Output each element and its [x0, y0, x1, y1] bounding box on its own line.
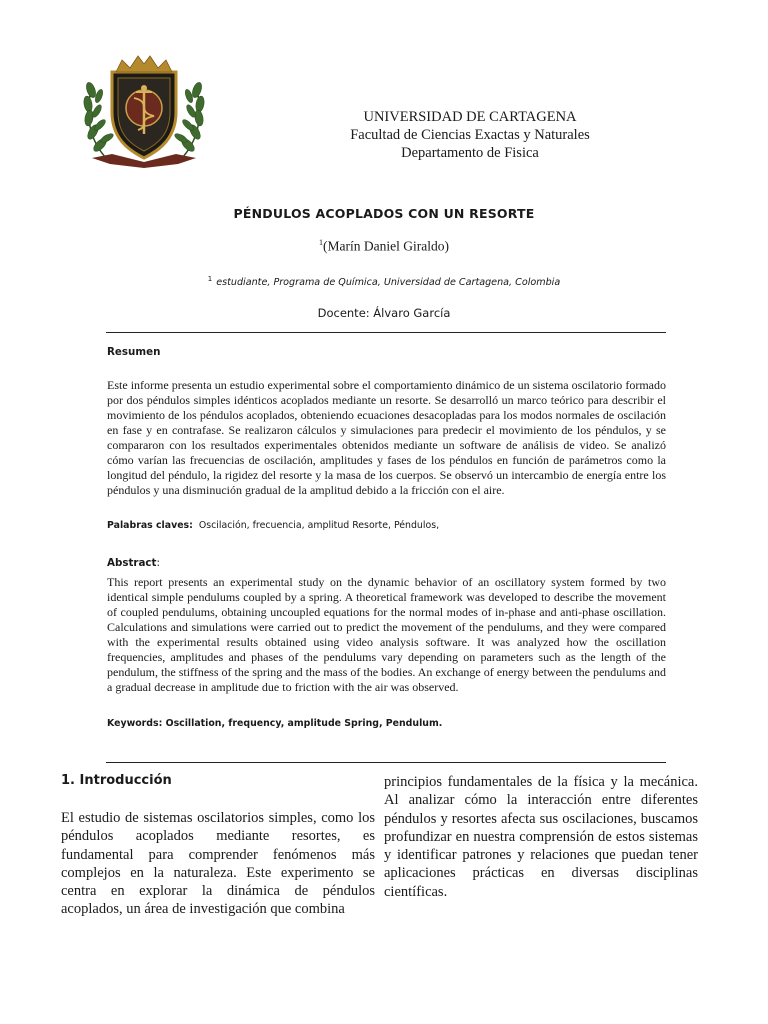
top-divider [106, 332, 666, 333]
faculty-name: Facultad de Ciencias Exactas y Naturales [350, 127, 590, 143]
abstract-heading-colon: : [156, 557, 160, 569]
affiliation-line [0, 275, 768, 288]
resumen-keywords [107, 520, 666, 531]
abstract-heading-label: Abstract [107, 557, 157, 569]
intro-column-left [61, 809, 375, 919]
intro-paragraph-right: principios fundamentales de la física y la mecánica. Al analizar cómo la interacción entre diferentes péndulos y resortes afecta sus oscilaciones, buscamos profundizar en nuestra comprensión de estos sistemas y identificar patrones y relaciones que puedan tener aplicaciones prácticas en diversas disciplinas científicas. [384, 774, 698, 900]
paper-title: PÉNDULOS ACOPLADOS CON UN RESORTE [233, 206, 535, 221]
affiliation-superscript: 1 [207, 275, 213, 283]
affiliation-text: estudiante, Programa de Química, Universidad de Cartagena, Colombia [216, 277, 561, 289]
abstract-keywords: Keywords: Oscillation, frequency, amplitude Spring, Pendulum. [107, 718, 443, 729]
author-superscript: 1 [319, 238, 324, 247]
author-name: (Marín Daniel Giraldo) [323, 238, 449, 254]
abstract-text: This report presents an experimental study on the dynamic behavior of an oscillatory system formed by two identical simple pendulums coupled by a spring. A theoretical framework was developed to describe the movement of coupled pendulums, obtaining uncoupled equations for the normal modes of in-phase and anti-phase oscillation. Calculations and simulations were carried out to predict the movement of the pendulums, and they were compared with the experimental results obtained using video analysis software. It was analyzed how the oscillation frequencies, amplitudes and phases of the pendulums vary depending on parameters such as the length of the pendulum, the stiffness of the spring and the mass of the bodies. An exchange of energy between the pendulums and a gradual decrease in amplitude due to friction with the air was observed. [107, 575, 666, 694]
intro-column-right [384, 773, 698, 901]
resumen-heading: Resumen [107, 346, 161, 358]
bottom-divider [106, 762, 666, 763]
keywords-values: Oscilación, frecuencia, amplitud Resorte, Péndulos, [198, 520, 440, 531]
department-name: Departamento de Fisica [401, 145, 539, 161]
university-name: UNIVERSIDAD DE CARTAGENA [363, 109, 577, 125]
resumen-text: Este informe presenta un estudio experimental sobre el comportamiento dinámico de un sistema oscilatorio formado por dos péndulos simples idénticos acoplados mediante un resorte. Se desarrolló un marco teórico para describir el movimiento de los péndulos acoplados, obteniendo ecuaciones desacopladas para los modos normales de oscilación en fase y en contrafase. Se realizaron cálculos y simulaciones para predecir el movimiento de los péndulos, y se compararon con los resultados experimentales obtenidos mediante un software de análisis de video. Se analizó cómo varían las frecuencias de oscilación, amplitudes y fases de los péndulos en función de parámetros como la longitud del péndulo, la rigidez del resorte y la masa de los cuerpos. Se observó un intercambio de energía entre los péndulos y una disminución gradual de la amplitud debido a la fricción con el aire. [107, 378, 666, 497]
author-line [0, 238, 768, 255]
intro-paragraph-left: El estudio de sistemas oscilatorios simples, como los péndulos acoplados mediante resortes, es fundamental para comprender fenómenos más complejos en la naturaleza. Este experimento se centra en explorar la dinámica de péndulos acoplados, un área de investigación que combina [61, 810, 375, 918]
intro-heading: 1. Introducción [61, 773, 172, 788]
keywords-label: Palabras claves: [107, 520, 193, 531]
abstract-heading [107, 557, 160, 569]
university-crest-logo [78, 50, 210, 172]
teacher-name: Docente: Álvaro García [317, 306, 451, 320]
